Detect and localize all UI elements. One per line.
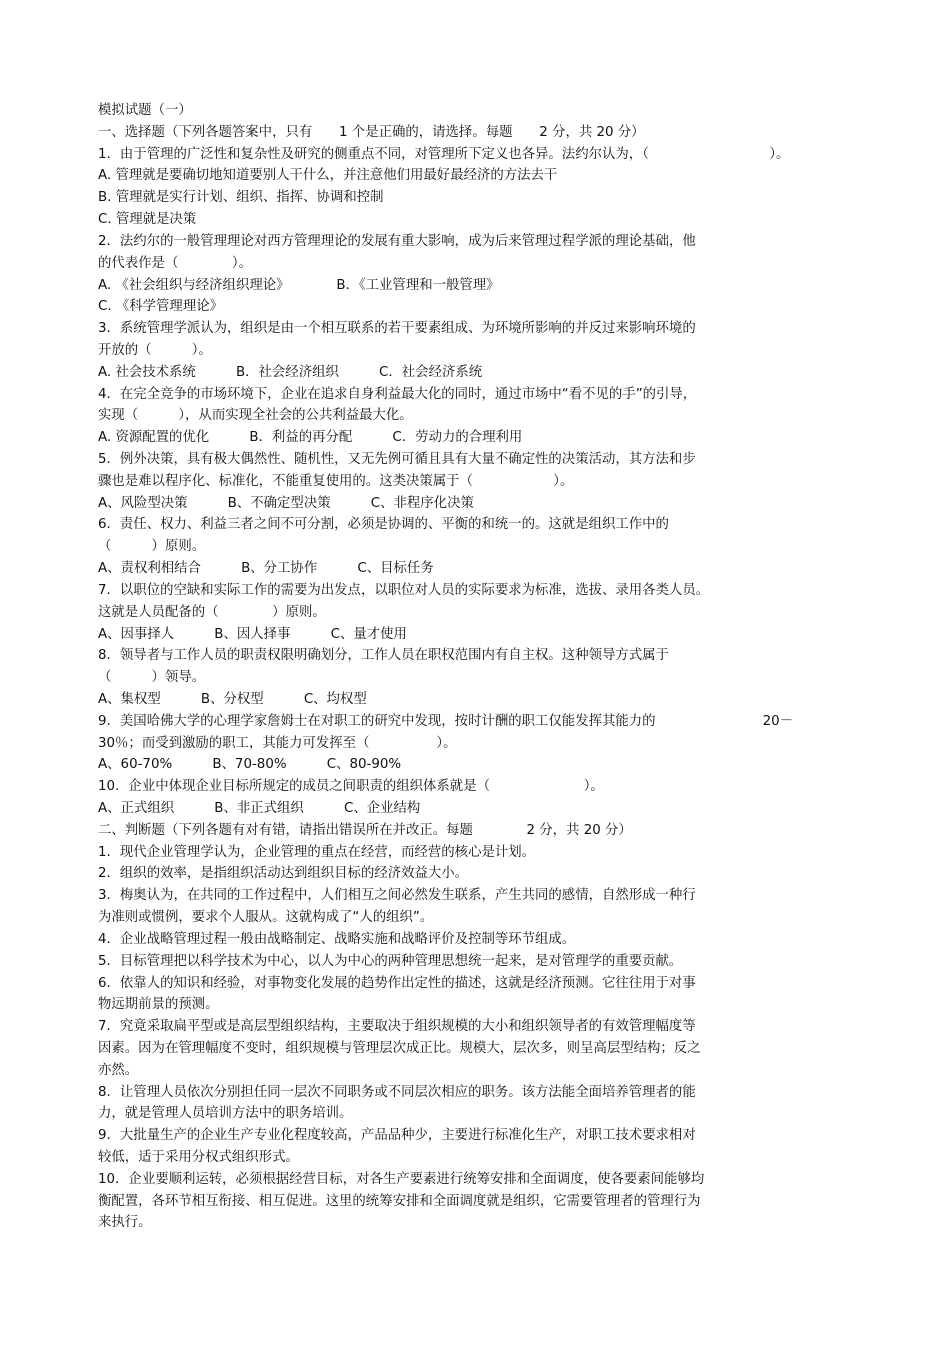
text-line: 9．大批量生产的企业生产专业化程度较高，产品品种少，主要进行标准化生产，对职工技术要求相对 bbox=[98, 1128, 696, 1144]
text-line: 实现（ ），从而实现全社会的公共利益最大化。 bbox=[98, 408, 413, 424]
text-line: 9．美国哈佛大学的心理学家詹姆士在对职工的研究中发现，按时计酬的职工仅能发挥其能力的 20－ bbox=[98, 713, 794, 729]
text-line: 6．责任、权力、利益三者之间不可分割，必须是协调的、平衡的和统一的。这就是组织工作中的 bbox=[98, 517, 669, 533]
text-line: A. 社会技术系统 B．社会经济组织 C．社会经济系统 bbox=[98, 364, 483, 380]
text-line: 这就是人员配备的（ ）原则。 bbox=[98, 604, 326, 620]
text-line: 较低，适于采用分权式组织形式。 bbox=[98, 1150, 299, 1165]
text-line: 力，就是管理人员培训方法中的职务培训。 bbox=[98, 1106, 353, 1122]
text-line: 二、判断题（下列各题有对有错，请指出错误所在并改正。每题 2 分，共 20 分） bbox=[98, 822, 632, 838]
text-line: 为准则或惯例，要求个人服从。这就构成了“人的组织”。 bbox=[98, 910, 434, 926]
text-line: 开放的（ ）。 bbox=[98, 342, 212, 358]
text-line: A. 管理就是要确切地知道要别人干什么，并注意他们用最好最经济的方法去干 bbox=[98, 168, 558, 184]
text-line: 3．梅奥认为，在共同的工作过程中，人们相互之间必然发生联系，产生共同的感情，自然形成一种行 bbox=[98, 888, 696, 904]
text-line: 骤也是难以程序化、标准化，不能重复使用的。这类决策属于（ ）。 bbox=[98, 473, 574, 489]
text-line: 因素。因为在管理幅度不变时，组织规模与管理层次成正比。规模大，层次多，则呈高层型结构；反之 bbox=[98, 1040, 701, 1056]
text-line: （ ）领导。 bbox=[98, 670, 206, 686]
text-line: A. 资源配置的优化 B．利益的再分配 C．劳动力的合理利用 bbox=[98, 430, 523, 446]
text-line: 10．企业要顺利运转，必须根据经营目标，对各生产要素进行统筹安排和全面调度，使各要素间能够均 bbox=[98, 1171, 705, 1187]
text-line: 1．现代企业管理学认为，企业管理的重点在经营，而经营的核心是计划。 bbox=[98, 844, 536, 860]
document-page bbox=[98, 100, 878, 1234]
text-line: 10．企业中体现企业目标所规定的成员之间职责的组织体系就是（ ）。 bbox=[98, 779, 604, 795]
text-line: A、风险型决策 B、不确定型决策 C、非程序化决策 bbox=[98, 495, 474, 511]
text-line: 4．企业战略管理过程一般由战略制定、战略实施和战略评价及控制等环节组成。 bbox=[98, 931, 576, 947]
text-line: 5．例外决策，具有极大偶然性、随机性，又无先例可循且具有大量不确定性的决策活动，其方法和步 bbox=[98, 452, 696, 467]
text-line: 7．以职位的空缺和实际工作的需要为出发点，以职位对人员的实际要求为标准，选拔、录用各类人员。 bbox=[98, 582, 710, 598]
text-line: C. 《科学管理理论》 bbox=[98, 299, 223, 315]
text-line: C. 管理就是决策 bbox=[98, 212, 197, 228]
text-line: （ ）原则。 bbox=[98, 539, 206, 555]
text-line: 衡配置，各环节相互衔接、相互促进。这里的统筹安排和全面调度就是组织，它需要管理者的管理行为 bbox=[98, 1193, 701, 1209]
text-line: 3．系统管理学派认为，组织是由一个相互联系的若干要素组成、为环境所影响的并反过来影响环境的 bbox=[98, 321, 696, 337]
text-line: A、责权利相结合 B、分工协作 C、目标任务 bbox=[98, 561, 434, 577]
text-line: 8．领导者与工作人员的职责权限明确划分，工作人员在职权范围内有自主权。这种领导方式属于 bbox=[98, 648, 669, 664]
text-line: A. 《社会组织与经济组织理论》 B．《工业管理和一般管理》 bbox=[98, 277, 500, 293]
text-line: 的代表作是（ ）。 bbox=[98, 255, 252, 271]
text-line: 来执行。 bbox=[98, 1215, 152, 1231]
text-line: 亦然。 bbox=[98, 1062, 139, 1078]
text-line: 物远期前景的预测。 bbox=[98, 997, 219, 1013]
text-line: 5．目标管理把以科学技术为中心，以人为中心的两种管理思想统一起来，是对管理学的重要贡献。 bbox=[98, 953, 683, 969]
text-line: B. 管理就是实行计划、组织、指挥、协调和控制 bbox=[98, 190, 384, 206]
text-line: 2．法约尔的一般管理理论对西方管理理论的发展有重大影响，成为后来管理过程学派的理论基础，他 bbox=[98, 233, 696, 249]
text-line: 4．在完全竞争的市场环境下，企业在追求自身利益最大化的同时，通过市场中“看不见的手”的引导， bbox=[98, 386, 697, 402]
text-line: A、集权型 B、分权型 C、均权型 bbox=[98, 691, 367, 707]
text-line: 8．让管理人员依次分别担任同一层次不同职务或不同层次相应的职务。该方法能全面培养管理者的能 bbox=[98, 1084, 696, 1100]
text-line: 6．依靠人的知识和经验，对事物变化发展的趋势作出定性的描述，这就是经济预测。它往往用于对事 bbox=[98, 975, 696, 991]
text-line: 模拟试题（一） bbox=[98, 103, 192, 118]
text-line: 2．组织的效率，是指组织活动达到组织目标的经济效益大小。 bbox=[98, 866, 469, 882]
text-line: A、60-70% B、70-80% C、80-90% bbox=[98, 757, 402, 773]
text-line: 一、选择题（下列各题答案中，只有 1 个是正确的，请选择。每题 2 分，共 20 分） bbox=[98, 124, 645, 140]
text-line: 7．究竟采取扁平型或是高层型组织结构，主要取决于组织规模的大小和组织领导者的有效管理幅度等 bbox=[98, 1019, 696, 1035]
text-line: A、因事择人 B、因人择事 C、量才使用 bbox=[98, 626, 407, 642]
text-line: 1．由于管理的广泛性和复杂性及研究的侧重点不同，对管理所下定义也各异。法约尔认为，（ ）。 bbox=[98, 146, 790, 162]
text-line: A、正式组织 B、非正式组织 C、企业结构 bbox=[98, 801, 421, 816]
text-line: 30％；而受到激励的职工，其能力可发挥至（ ）。 bbox=[98, 735, 457, 751]
